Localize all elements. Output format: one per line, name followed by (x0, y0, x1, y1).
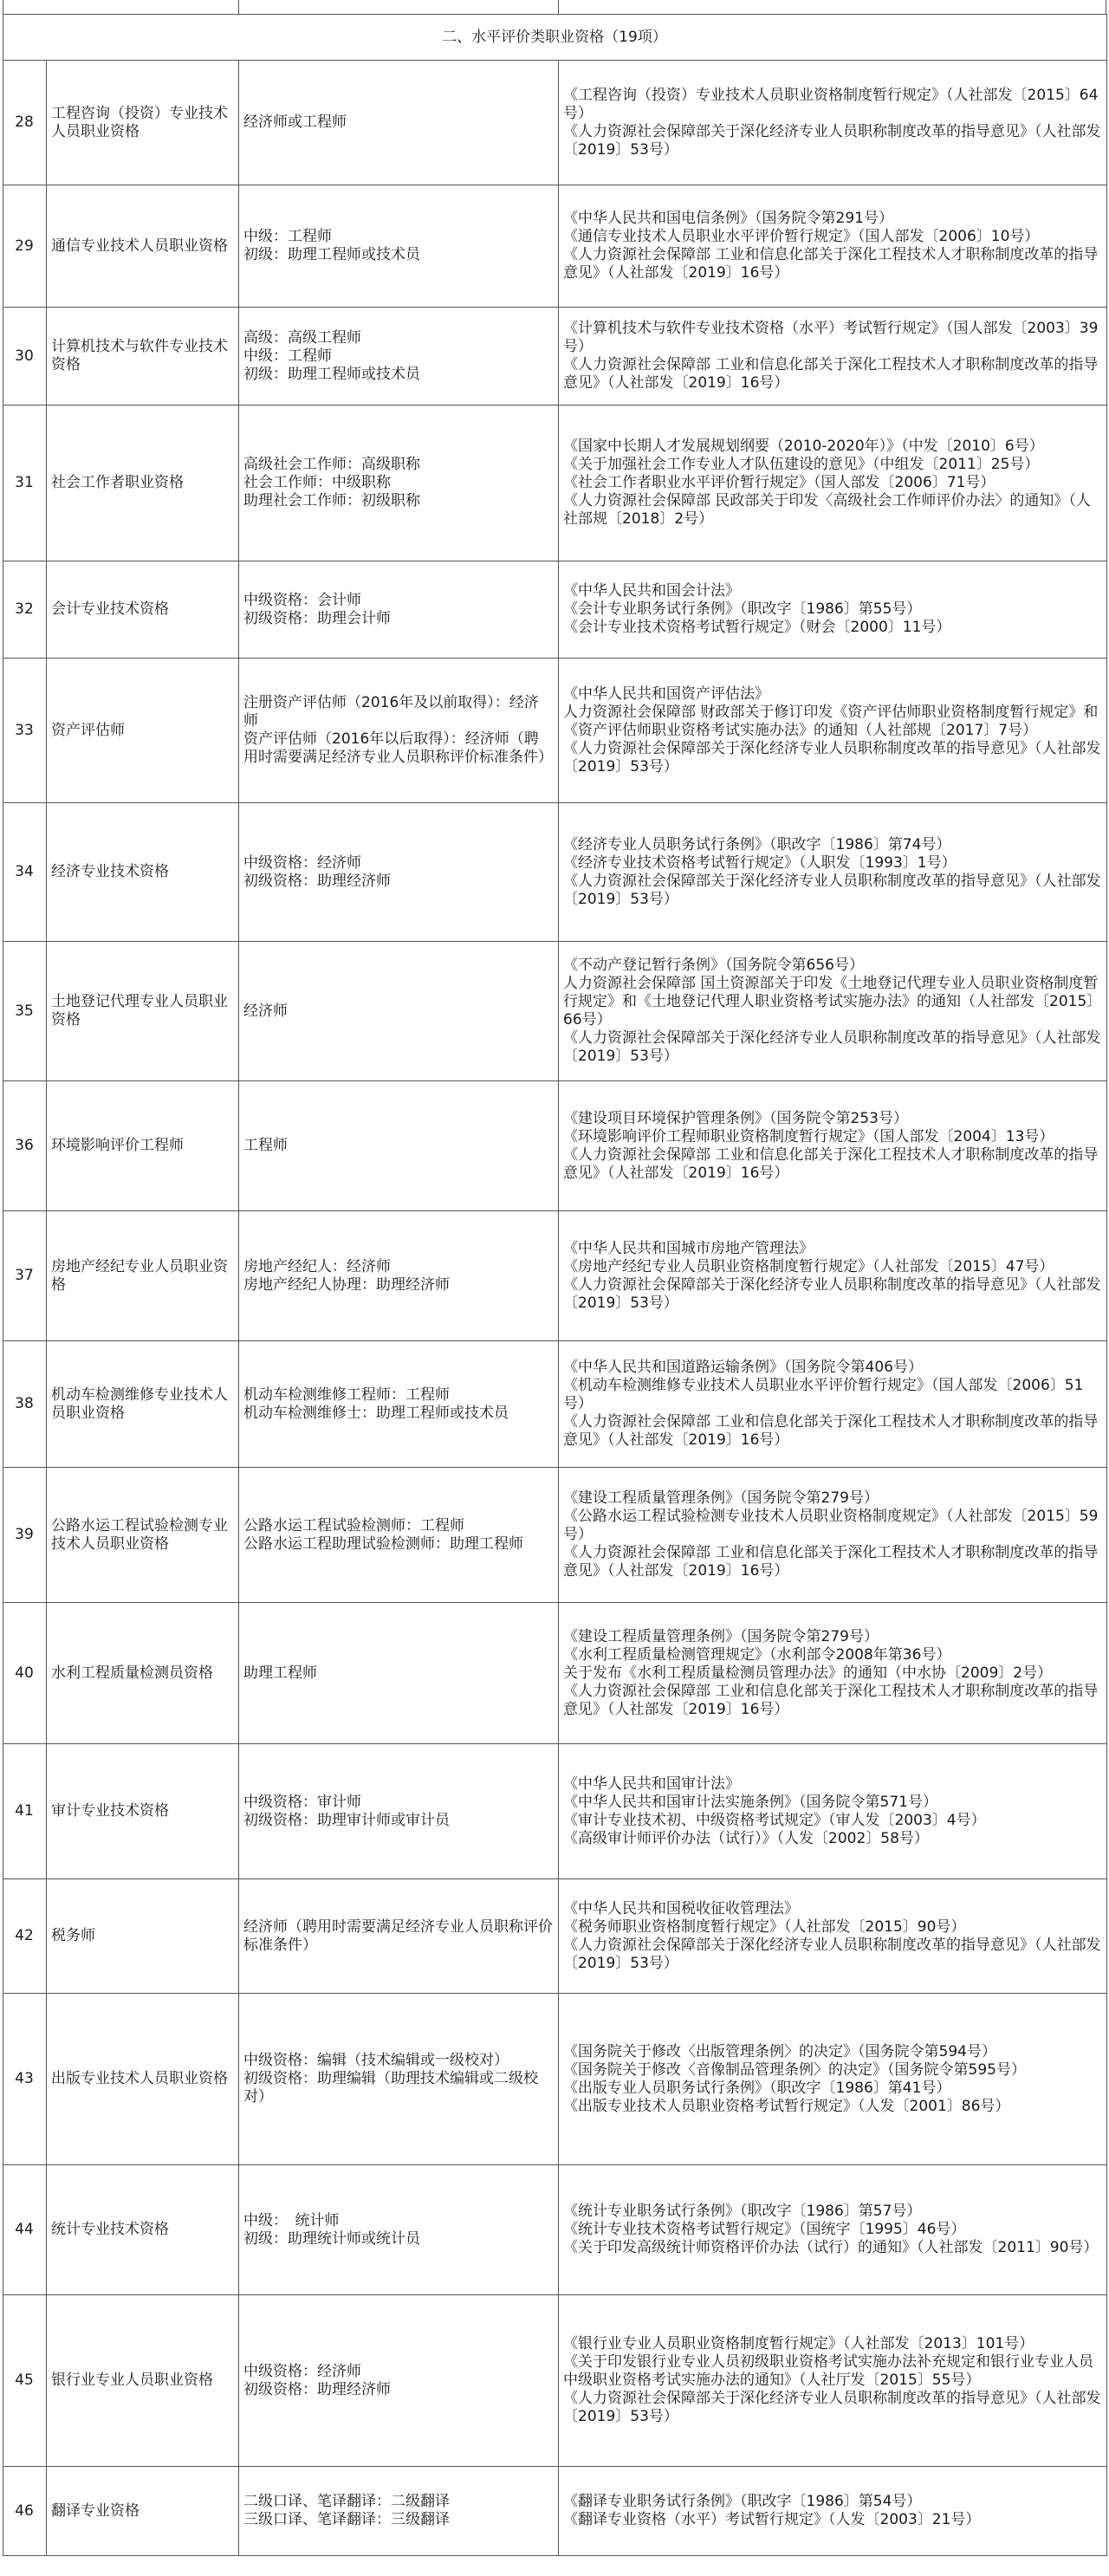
title-level-line: 助理工程师 (243, 1664, 317, 1682)
policy-document-line: 《人力资源社会保障部 工业和信息化部关于深化工程技术人才职称制度改革的指导意见》（人社部发〔2019〕16号） (563, 356, 1099, 392)
policy-document-line: 《中华人民共和国道路运输条例》（国务院令第406号） (563, 1359, 923, 1376)
policy-document-line: 《国家中长期人才发展规划纲要（2010-2020年）》（中发〔2010〕6号） (563, 438, 1044, 455)
title-levels (239, 185, 559, 308)
row-number: 34 (3, 803, 47, 942)
policy-document-line: 《高级审计师评价办法（试行）》（人发〔2002〕58号） (563, 1829, 929, 1847)
policy-documents (559, 185, 1107, 308)
row-number: 42 (3, 1879, 47, 1994)
table-row (3, 561, 1107, 659)
title-level-line: 初级：助理统计师或统计员 (243, 2229, 420, 2248)
qualification-name: 银行业专业人员职业资格 (47, 2295, 239, 2467)
qualification-name: 土地登记代理专业人员职业资格 (47, 942, 239, 1081)
policy-documents (559, 2295, 1107, 2467)
title-levels (239, 1341, 559, 1468)
policy-document-line: 《统计专业技术资格考试暂行规定》（国统字〔1995〕46号） (563, 2221, 966, 2238)
title-levels (239, 61, 559, 185)
policy-documents (559, 1744, 1107, 1879)
qualification-name: 统计专业技术资格 (47, 2165, 239, 2295)
policy-documents (559, 1081, 1107, 1211)
title-levels (239, 1879, 559, 1994)
table-row (3, 803, 1107, 942)
policy-document-line: 《经济专业人员职务试行条例》（职改字〔1986〕第74号） (563, 835, 951, 853)
title-level-line: 经济师或工程师 (243, 114, 347, 131)
policy-document-line: 《中华人民共和国会计法》 (563, 582, 740, 600)
policy-documents (559, 803, 1107, 942)
table-row (3, 1081, 1107, 1211)
table-row (3, 308, 1107, 406)
title-level-line: 中级资格：经济师 (243, 853, 361, 872)
policy-document-line: 《公路水运工程试验检测专业技术人员职业资格制度规定》（人社部发〔2015〕59号） (563, 1508, 1099, 1543)
table-row (3, 942, 1107, 1081)
policy-document-line: 《工程咨询（投资）专业技术人员职业资格制度暂行规定》（人社部发〔2015〕64号） (563, 86, 1099, 122)
policy-document-line: 《人力资源社会保障部 工业和信息化部关于深化工程技术人才职称制度改革的指导意见》（人社部发〔2019〕16号） (563, 1413, 1099, 1449)
policy-documents (559, 942, 1107, 1081)
table-row (3, 659, 1107, 803)
policy-document-line: 《人力资源社会保障部 工业和信息化部关于深化工程技术人才职称制度改革的指导意见》（人社部发〔2019〕16号） (563, 1544, 1099, 1580)
policy-document-line: 《不动产登记暂行条例》（国务院令第656号） (563, 957, 864, 974)
policy-documents (559, 308, 1107, 406)
policy-document-line: 《人力资源社会保障部关于深化经济专业人员职称制度改革的指导意见》（人社部发〔2019〕53号） (563, 872, 1101, 908)
title-level-line: 高级社会工作师：高级职称 (243, 456, 420, 473)
policy-document-line: 《税务师职业资格制度暂行规定》（人社部发〔2015〕90号） (563, 1917, 966, 1936)
previous-row-edge (3, 0, 1106, 14)
policy-documents (559, 2165, 1107, 2295)
table-row (3, 185, 1107, 308)
row-number: 29 (3, 185, 47, 308)
table-row (3, 1468, 1107, 1603)
policy-documents (559, 561, 1107, 659)
title-level-line: 中级资格：审计师 (243, 1793, 361, 1811)
policy-document-line: 人力资源社会保障部 国土资源部关于印发《土地登记代理专业人员职业资格制度暂行规定》和《土地登记代理人职业资格考试实施办法》的通知（人社部发〔2015〕66号） (563, 975, 1099, 1028)
title-levels (239, 1603, 559, 1744)
table-row (3, 1744, 1107, 1879)
policy-documents (559, 659, 1107, 803)
qualification-table (3, 14, 1107, 2556)
title-level-line: 注册资产评估师（2016年及以前取得）：经济师 (243, 694, 539, 730)
policy-document-line: 《人力资源社会保障部关于深化经济专业人员职称制度改革的指导意见》（人社部发〔2019〕53号） (563, 1275, 1101, 1312)
qualification-name: 会计专业技术资格 (47, 561, 239, 659)
table-row (3, 1341, 1107, 1468)
policy-document-line: 《会计专业职务试行条例》（职改字〔1986〕第55号） (563, 600, 922, 618)
title-levels (239, 659, 559, 803)
row-number: 30 (3, 308, 47, 406)
table-row (3, 1603, 1107, 1744)
qualification-name: 翻译专业资格 (47, 2467, 239, 2556)
row-number: 28 (3, 61, 47, 185)
title-level-line: 初级资格：助理经济师 (243, 872, 391, 890)
title-level-line: 初级资格：助理会计师 (243, 609, 391, 627)
policy-document-line: 关于发布《水利工程质量检测员管理办法》的通知（中水协〔2009〕2号） (563, 1664, 1053, 1682)
qualification-name: 出版专业技术人员职业资格 (47, 1994, 239, 2165)
title-levels (239, 2295, 559, 2467)
title-level-line: 公路水运工程试验检测师：工程师 (243, 1516, 464, 1535)
title-level-line: 房地产经纪人：经济师 (243, 1257, 391, 1275)
title-levels (239, 1468, 559, 1603)
policy-document-line: 《中华人民共和国审计法》 (563, 1775, 740, 1793)
row-number: 36 (3, 1081, 47, 1211)
policy-document-line: 《人力资源社会保障部关于深化经济专业人员职称制度改革的指导意见》（人社部发〔2019〕53号） (563, 1029, 1101, 1065)
title-level-line: 二级口译、笔译翻译：二级翻译 (243, 2493, 450, 2510)
row-number: 46 (3, 2467, 47, 2556)
policy-documents (559, 1879, 1107, 1994)
title-levels (239, 942, 559, 1081)
title-level-line: 初级资格：助理审计师或审计员 (243, 1811, 450, 1829)
policy-document-line: 人力资源社会保障部 财政部关于修订印发《资产评估师职业资格制度暂行规定》和《资产评估师职业资格考试实施办法》的通知（人社部规〔2017〕7号） (563, 703, 1099, 739)
row-number: 45 (3, 2295, 47, 2467)
policy-document-line: 《人力资源社会保障部 民政部关于印发〈高级社会工作师评价办法〉的通知》（人社部规〔2018〕2号） (563, 492, 1091, 528)
title-level-line: 中级资格：会计师 (243, 591, 361, 609)
policy-document-line: 《中华人民共和国电信条例》（国务院令第291号） (563, 210, 893, 227)
row-number: 35 (3, 942, 47, 1081)
table-row (3, 61, 1107, 185)
policy-document-line: 《审计专业技术初、中级资格考试规定》（审人发〔2003〕4号） (563, 1811, 986, 1829)
qualification-name: 通信专业技术人员职业资格 (47, 185, 239, 308)
title-level-line: 中级：工程师 (243, 347, 332, 365)
policy-document-line: 《计算机技术与软件专业技术资格（水平）考试暂行规定》（国人部发〔2003〕39号） (563, 320, 1099, 355)
title-level-line: 资产评估师（2016年以后取得）：经济师（聘用时需要满足经济专业人员职称评价标准条件） (243, 730, 553, 766)
qualification-name: 工程咨询（投资）专业技术人员职业资格 (47, 61, 239, 185)
row-number: 33 (3, 659, 47, 803)
policy-document-line: 《出版专业技术人员职业资格考试暂行规定》（人发〔2001〕86号） (563, 2097, 1010, 2115)
policy-document-line: 《人力资源社会保障部 工业和信息化部关于深化工程技术人才职称制度改革的指导意见》（人社部发〔2019〕16号） (563, 1145, 1099, 1182)
title-level-line: 机动车检测维修士：助理工程师或技术员 (243, 1404, 509, 1422)
qualification-name: 公路水运工程试验检测专业技术人员职业资格 (47, 1468, 239, 1603)
policy-document-line: 《环境影响评价工程师职业资格制度暂行规定》（国人部发〔2004〕13号） (563, 1127, 1054, 1145)
policy-document-line: 《房地产经纪专业人员职业资格制度暂行规定》（人社部发〔2015〕47号） (563, 1257, 1054, 1275)
title-level-line: 中级资格：经济师 (243, 2362, 361, 2380)
row-number: 37 (3, 1211, 47, 1341)
row-number: 40 (3, 1603, 47, 1744)
table-row (3, 2295, 1107, 2467)
policy-document-line: 《经济专业技术资格考试暂行规定》（人职发〔1993〕1号） (563, 853, 957, 872)
title-level-line: 中级：工程师 (243, 228, 332, 245)
policy-document-line: 《国务院关于修改〈音像制品管理条例〉的决定》（国务院令第595号） (563, 2060, 1026, 2079)
title-level-line: 公路水运工程助理试验检测师：助理工程师 (243, 1535, 523, 1553)
section-title: 二、水平评价类职业资格（19项） (3, 15, 1107, 61)
row-number: 44 (3, 2165, 47, 2295)
row-number: 32 (3, 561, 47, 659)
policy-documents (559, 61, 1107, 185)
title-level-line: 工程师 (243, 1137, 288, 1154)
table-row (3, 1879, 1107, 1994)
title-level-line: 机动车检测维修工程师：工程师 (243, 1385, 450, 1404)
policy-document-line: 《建设项目环境保护管理条例》（国务院令第253号） (563, 1109, 908, 1127)
qualification-name: 经济专业技术资格 (47, 803, 239, 942)
title-level-line: 经济师 (243, 1002, 288, 1020)
title-levels (239, 406, 559, 561)
title-level-line: 社会工作师：中级职称 (243, 474, 391, 491)
row-number: 43 (3, 1994, 47, 2165)
policy-document-line: 《中华人民共和国城市房地产管理法》 (563, 1239, 814, 1257)
table-row (3, 406, 1107, 561)
title-levels (239, 1744, 559, 1879)
title-levels (239, 1211, 559, 1341)
row-number: 41 (3, 1744, 47, 1879)
title-level-line: 初级：助理工程师或技术员 (243, 365, 420, 383)
table-row (3, 2165, 1107, 2295)
policy-document-line: 《中华人民共和国资产评估法》 (563, 685, 769, 703)
policy-documents (559, 406, 1107, 561)
policy-document-line: 《关于印发银行业专业人员初级职业资格考试实施办法补充规定和银行业专业人员中级职业资格考试实施办法的通知》（人社厅发〔2015〕55号） (563, 2353, 1093, 2389)
qualification-name: 审计专业技术资格 (47, 1744, 239, 1879)
table-row (3, 2467, 1107, 2556)
policy-document-line: 《关于印发高级统计师资格评价办法（试行）的通知》（人社部发〔2011〕90号） (563, 2239, 1099, 2256)
policy-document-line: 《人力资源社会保障部关于深化经济专业人员职称制度改革的指导意见》（人社部发〔2019〕53号） (563, 122, 1101, 159)
title-level-line: 房地产经纪人协理：助理经济师 (243, 1275, 450, 1294)
qualification-name: 资产评估师 (47, 659, 239, 803)
title-level-line: 经济师（聘用时需要满足经济专业人员职称评价标准条件） (243, 1917, 553, 1954)
qualification-name: 机动车检测维修专业技术人员职业资格 (47, 1341, 239, 1468)
policy-document-line: 《关于加强社会工作专业人才队伍建设的意见》（中组发〔2011〕25号） (563, 456, 1040, 473)
policy-documents (559, 2467, 1107, 2556)
policy-document-line: 《人力资源社会保障部关于深化经济专业人员职称制度改革的指导意见》（人社部发〔2019〕53号） (563, 739, 1101, 775)
section-header-row (3, 15, 1107, 61)
policy-document-line: 《水利工程质量检测管理规定》（水利部令2008年第36号） (563, 1645, 951, 1664)
row-number: 31 (3, 406, 47, 561)
policy-document-line: 《建设工程质量管理条例》（国务院令第279号） (563, 1489, 879, 1507)
policy-document-line: 《人力资源社会保障部关于深化经济专业人员职称制度改革的指导意见》（人社部发〔2019〕53号） (563, 2390, 1101, 2425)
title-level-line: 初级资格：助理经济师 (243, 2380, 391, 2398)
policy-document-line: 《会计专业技术资格考试暂行规定》（财会〔2000〕11号） (563, 619, 951, 636)
policy-documents (559, 1341, 1107, 1468)
policy-document-line: 《机动车检测维修专业技术人员职业水平评价暂行规定》（国人部发〔2006〕51号） (563, 1377, 1084, 1412)
title-level-line: 助理社会工作师：初级职称 (243, 492, 420, 509)
qualification-name: 房地产经纪专业人员职业资格 (47, 1211, 239, 1341)
policy-document-line: 《通信专业技术人员职业水平评价暂行规定》（国人部发〔2006〕10号） (563, 228, 1040, 245)
policy-documents (559, 1603, 1107, 1744)
qualification-name: 税务师 (47, 1879, 239, 1994)
qualification-name: 计算机技术与软件专业技术资格 (47, 308, 239, 406)
title-levels (239, 308, 559, 406)
policy-document-line: 《社会工作者职业水平评价暂行规定》（国人部发〔2006〕71号） (563, 474, 996, 491)
title-levels (239, 803, 559, 942)
policy-document-line: 《出版专业人员职务试行条例》（职改字〔1986〕第41号） (563, 2079, 951, 2097)
title-levels (239, 2165, 559, 2295)
row-number: 39 (3, 1468, 47, 1603)
policy-document-line: 《统计专业职务试行条例》（职改字〔1986〕第57号） (563, 2203, 922, 2220)
title-levels (239, 1994, 559, 2165)
qualification-name: 环境影响评价工程师 (47, 1081, 239, 1211)
qualification-table-page (3, 0, 1106, 2556)
qualification-name: 社会工作者职业资格 (47, 406, 239, 561)
title-levels (239, 561, 559, 659)
table-row (3, 1994, 1107, 2165)
policy-document-line: 《翻译专业职务试行条例》（职改字〔1986〕第54号） (563, 2493, 922, 2510)
title-level-line: 中级： 统计师 (243, 2211, 340, 2229)
policy-document-line: 《人力资源社会保障部关于深化经济专业人员职称制度改革的指导意见》（人社部发〔2019〕53号） (563, 1936, 1101, 1972)
policy-document-line: 《建设工程质量管理条例》（国务院令第279号） (563, 1627, 879, 1645)
title-level-line: 中级资格：编辑（技术编辑或一级校对） (243, 2052, 509, 2069)
title-level-line: 高级：高级工程师 (243, 328, 361, 347)
policy-document-line: 《人力资源社会保障部 工业和信息化部关于深化工程技术人才职称制度改革的指导意见》（人社部发〔2019〕16号） (563, 1682, 1099, 1718)
title-levels (239, 2467, 559, 2556)
policy-document-line: 《银行业专业人员职业资格制度暂行规定》（人社部发〔2013〕101号） (563, 2335, 1034, 2352)
title-level-line: 初级：助理工程师或技术员 (243, 246, 420, 263)
title-level-line: 初级资格：助理编辑（助理技术编辑或二级校对） (243, 2070, 538, 2106)
title-levels (239, 1081, 559, 1211)
policy-document-line: 《翻译专业资格（水平）考试暂行规定》（人发〔2003〕21号） (563, 2511, 981, 2528)
qualification-name: 水利工程质量检测员资格 (47, 1603, 239, 1744)
policy-documents (559, 1211, 1107, 1341)
policy-documents (559, 1994, 1107, 2165)
policy-document-line: 《国务院关于修改〈出版管理条例〉的决定》（国务院令第594号） (563, 2042, 996, 2060)
policy-document-line: 《人力资源社会保障部 工业和信息化部关于深化工程技术人才职称制度改革的指导意见》（人社部发〔2019〕16号） (563, 246, 1099, 282)
policy-document-line: 《中华人民共和国税收征收管理法》 (563, 1899, 799, 1917)
row-number: 38 (3, 1341, 47, 1468)
policy-document-line: 《中华人民共和国审计法实施条例》（国务院令第571号） (563, 1793, 937, 1811)
table-row (3, 1211, 1107, 1341)
policy-documents (559, 1468, 1107, 1603)
title-level-line: 三级口译、笔译翻译：三级翻译 (243, 2511, 450, 2528)
